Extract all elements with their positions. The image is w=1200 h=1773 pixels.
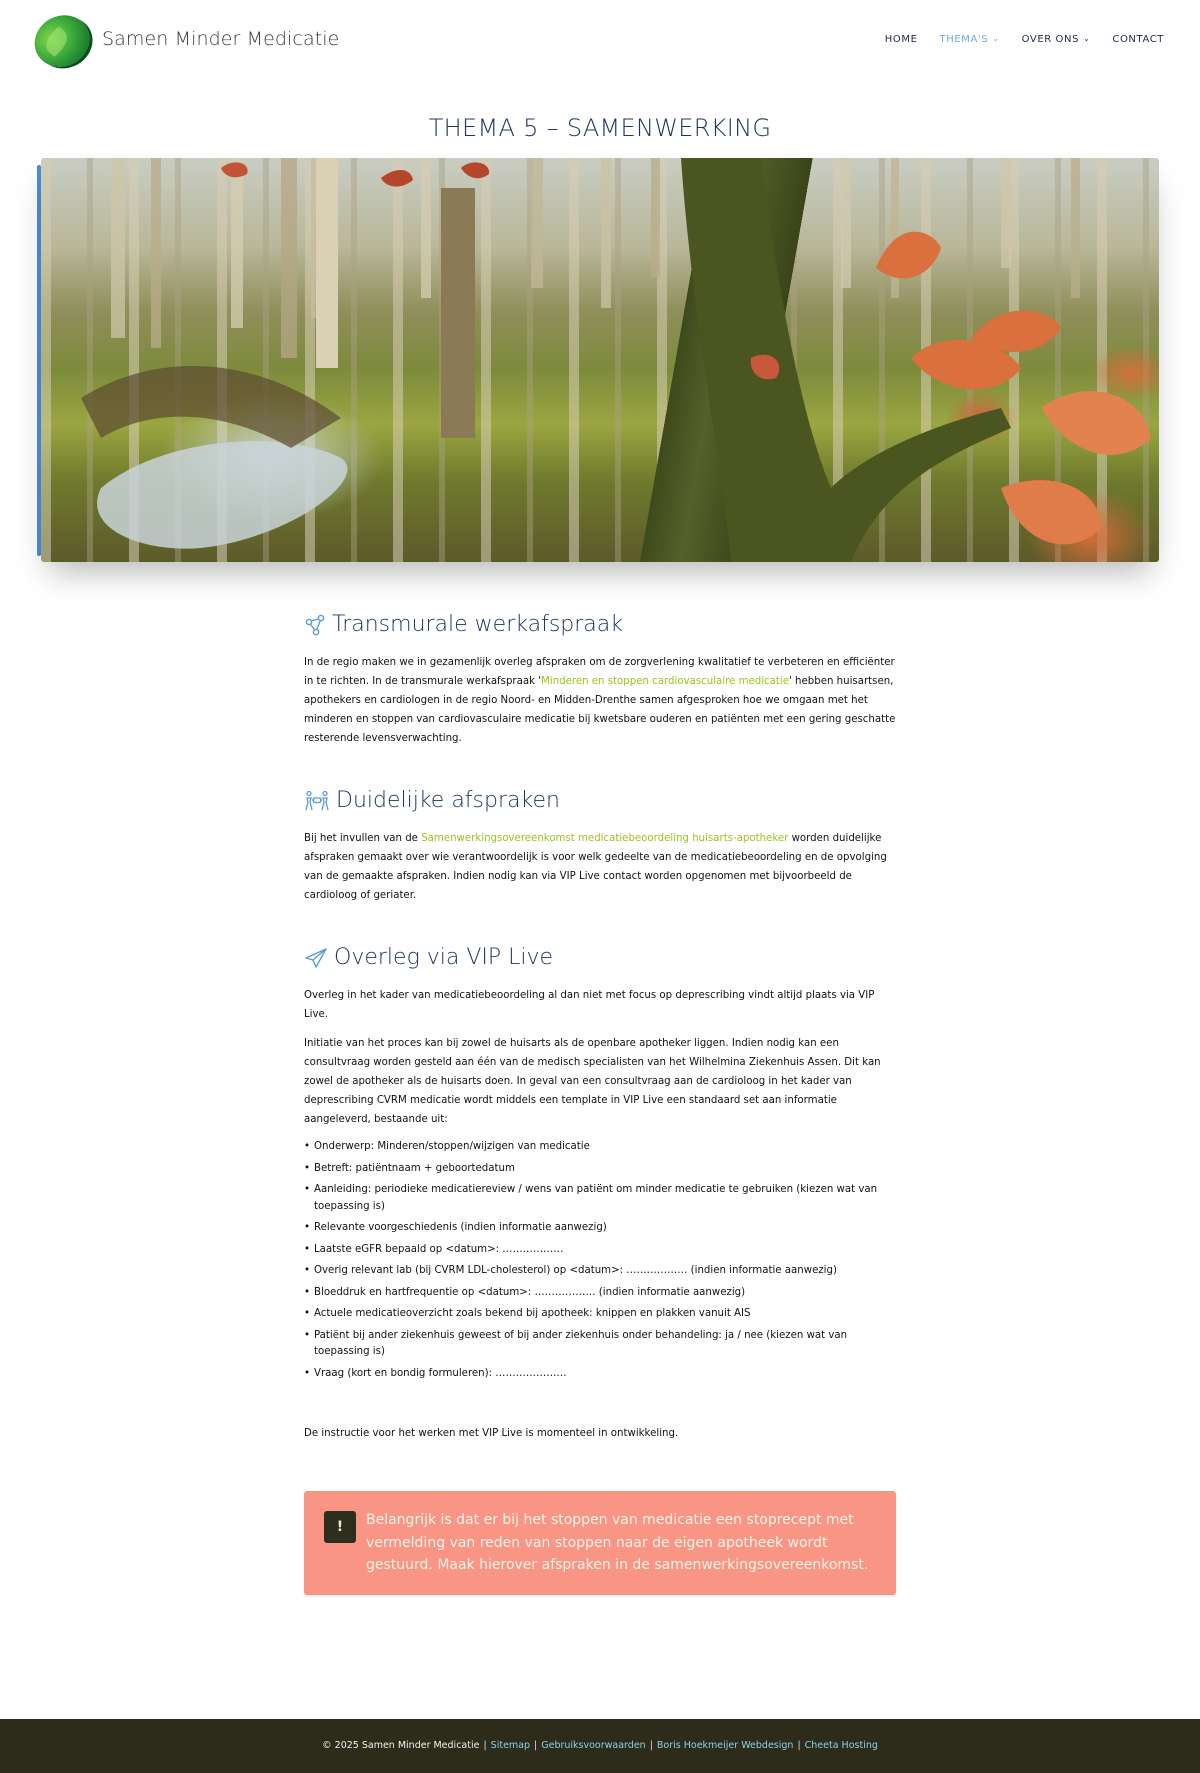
section-duidelijke-afspraken (304, 788, 896, 905)
exclamation-icon: ! (324, 1511, 356, 1543)
list-item: • Patiënt bij ander ziekenhuis geweest of bij ander ziekenhuis onder behandeling: ja / nee (kiezen wat van toepassing is) (304, 1328, 896, 1361)
hero-image (41, 158, 1159, 562)
nav-themas-label: THEMA'S (939, 33, 989, 45)
list-item: • Onderwerp: Minderen/stoppen/wijzigen van medicatie (304, 1139, 896, 1156)
chevron-down-icon: ⌄ (1083, 33, 1091, 43)
text: ' hebben huisartsen, apothekers en cardiologen in de regio Noord- en Midden-Drenthe samen afgesproken hoe we omgaan met het minderen en stoppen van cardiovasculaire medicatie bij kwetsbare ouderen en patiënten met een gering geschatte resterende levensverwachting. (304, 676, 896, 744)
list-item: • Laatste eGFR bepaald op <datum>: ……………… (304, 1242, 896, 1259)
nav-contact[interactable] (1112, 34, 1164, 45)
list-item: • Relevante voorgeschiedenis (indien informatie aanwezig) (304, 1220, 896, 1237)
paragraph: Initiatie van het proces kan bij zowel de huisarts als de openbare apotheker liggen. Indien nodig kan een consultvraag worden gesteld aan één van de medisch specialisten van het Wilhelmina Ziekenhuis Assen. Dit kan zowel de apotheker als de huisarts doen. In geval van een consultvraag aan de cardioloog in het kader van deprescribing CVRM medicatie wordt middels een template in VIP Live een standaard set aan informatie aangeleverd, bestaande uit: (304, 1038, 881, 1125)
nav-over-ons[interactable] (1022, 34, 1091, 45)
section-transmurale-werkafspraak (304, 612, 896, 748)
main-content (304, 612, 896, 1595)
separator: | (483, 1740, 487, 1751)
section-title-text: Duidelijke afspraken (336, 788, 560, 813)
template-fields-list (304, 1139, 896, 1382)
brand-home-link[interactable] (32, 10, 339, 68)
text: worden duidelijke afspraken gemaakt over wie verantwoordelijk is voor welk gedeelte van de medicatiebeoordeling en de opvolging van de gemaakte afspraken. Indien nodig kan via VIP Live contact worden opgenomen met bijvoorbeeld de cardioloog of geriater. (304, 833, 887, 901)
paragraph (304, 829, 896, 905)
hero-container (41, 158, 1159, 562)
footer-link-webdesign[interactable]: Boris Hoekmeijer Webdesign (656, 1740, 794, 1751)
link-minderen-stoppen-cardiovasculaire[interactable]: Minderen en stoppen cardiovasculaire medicatie (541, 676, 789, 687)
page-title: THEMA 5 – SAMENWERKING (428, 114, 772, 142)
list-item: • Aanleiding: periodieke medicatiereview / wens van patiënt om minder medicatie te gebruiken (kiezen wat van toepassing is) (304, 1182, 896, 1215)
separator: | (649, 1740, 653, 1751)
forest-illustration (41, 158, 1159, 562)
section-title (304, 612, 896, 637)
text: Bij het invullen van de (304, 833, 422, 844)
paper-plane-icon (304, 947, 328, 969)
copyright: © 2025 Samen Minder Medicatie (322, 1740, 480, 1751)
section-title (304, 788, 896, 813)
footer-link-gebruiksvoorwaarden[interactable]: Gebruiksvoorwaarden (541, 1740, 646, 1751)
nav-home[interactable] (885, 34, 918, 45)
brand-name: Samen Minder Medicatie (102, 28, 340, 50)
instruction-note: De instructie voor het werken met VIP Live is momenteel in ontwikkeling. (304, 1428, 679, 1439)
footer-link-hosting[interactable]: Cheeta Hosting (804, 1740, 878, 1751)
logo-pill-icon (32, 10, 92, 68)
nav-themas[interactable] (940, 34, 1000, 45)
list-item: • Vraag (kort en bondig formuleren): ………………… (304, 1366, 896, 1383)
nav-home-label: HOME (884, 33, 918, 45)
section-title-text: Transmurale werkafspraak (332, 612, 624, 637)
people-meeting-icon (304, 790, 330, 812)
link-samenwerkingsovereenkomst[interactable]: Samenwerkingsovereenkomst medicatiebeoordeling huisarts-apotheker (421, 833, 789, 844)
section-title (304, 945, 896, 970)
section-overleg-vip-live (304, 945, 896, 1443)
list-item: • Betreft: patiëntnaam + geboortedatum (304, 1161, 896, 1178)
separator: | (534, 1740, 538, 1751)
footer-link-sitemap[interactable]: Sitemap (490, 1740, 531, 1751)
chevron-down-icon: ⌄ (992, 33, 1000, 43)
list-item: • Bloeddruk en hartfrequentie op <datum>: ……………… (indien informatie aanwezig) (304, 1285, 896, 1302)
main-nav (885, 34, 1164, 45)
nav-over-ons-label: OVER ONS (1021, 33, 1080, 45)
alert-text: Belangrijk is dat er bij het stoppen van medicatie een stoprecept met vermelding van reden van stoppen naar de eigen apotheek wordt gestuurd. Maak hierover afspraken in de samenwerkingsovereenkomst. (366, 1512, 869, 1573)
nav-contact-label: CONTACT (1112, 33, 1164, 45)
paragraph (304, 653, 896, 748)
paragraph: Overleg in het kader van medicatiebeoordeling al dan niet met focus op deprescribing vindt altijd plaats via VIP Live. (304, 990, 875, 1020)
list-item: • Actuele medicatieoverzicht zoals bekend bij apotheek: knippen en plakken vanuit AIS (304, 1306, 896, 1323)
separator: | (797, 1740, 801, 1751)
share-network-icon (304, 614, 326, 636)
text: In de regio maken we in gezamenlijk overleg afspraken om de zorgverlening kwalitatief te verbeteren en efficiënter in te richten. In de transmurale werkafspraak ' (304, 657, 895, 687)
site-header (0, 0, 1200, 78)
site-footer (0, 1719, 1200, 1773)
important-alert (304, 1491, 896, 1595)
section-title-text: Overleg via VIP Live (334, 945, 554, 970)
list-item: • Overig relevant lab (bij CVRM LDL-cholesterol) op <datum>: ……………… (indien informatie aanwezig) (304, 1263, 896, 1280)
